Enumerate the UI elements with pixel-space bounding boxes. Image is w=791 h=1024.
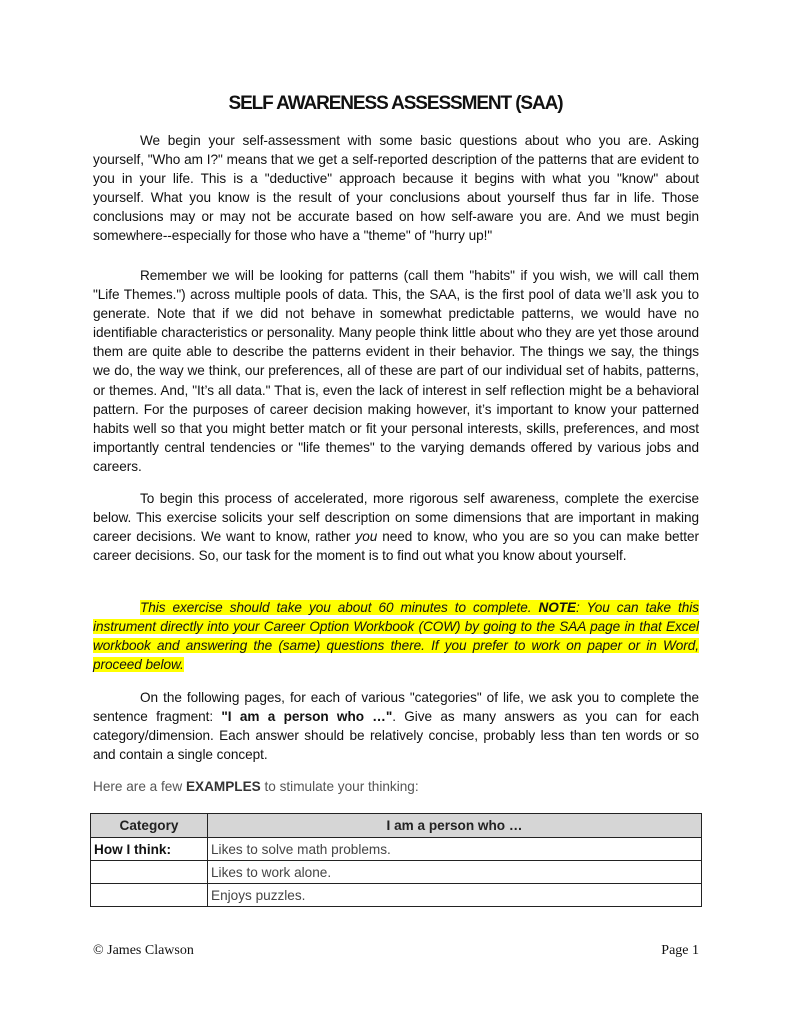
instructions-paragraph — [93, 688, 699, 764]
process-paragraph — [93, 489, 699, 565]
footer-page-number: Page 1 — [661, 943, 699, 958]
instructions-text-b: . Give as many answers as you can for each category/dimension. Each answer should be relatively concise, probably less than ten words or so and contain a single concept. — [93, 709, 699, 763]
category-cell — [91, 884, 208, 907]
sentence-fragment: "I am a person who …" — [221, 709, 393, 725]
process-text-a: To begin this process of accelerated, more rigorous self awareness, complete the exercise below. This exercise solicits your self description on some dimensions that are important in making career decisions. We want to know, rather — [93, 491, 699, 545]
footer-copyright: © James Clawson — [93, 943, 194, 958]
examples-text-b: to stimulate your thinking: — [260, 779, 419, 794]
examples-intro — [93, 779, 419, 794]
header-category: Category — [91, 814, 208, 838]
process-text-emphasis: you — [355, 529, 378, 545]
table-row — [91, 861, 702, 884]
patterns-text: Remember we will be looking for patterns (call them "habits" if you wish, we will call them "Life Themes.") across multiple pools of data. This, the SAA, is the first pool of data we’ll ask you to generate. Note that if we did not behave in somewhat predictable patterns, we would have no identifiable characteristics or personality. Many people think little about who they are yet those around them are quite able to describe the patterns evident in their behavior. The things we say, the things we do, the way we think, our preferences, all of these are part of our individual set of habits, patterns, or themes. And, "It’s all data." That is, even the lack of interest in self reflection might be a behavioral pattern. For the purposes of career decision making however, it’s important to know your patterned habits well so that you might better match or fit your personal interests, skills, preferences, and most importantly central tendencies or "life themes" to the varying demands offered by various jobs and careers. — [93, 268, 699, 474]
note-text-b: : You can take this instrument directly into your Career Option Workbook (COW) by going to the SAA page in that Excel workbook and answering the (same) questions there. If you prefer to work on paper or in Word, proceed below. — [93, 600, 700, 673]
note-label: NOTE — [538, 600, 577, 615]
answer-cell: Likes to work alone. — [208, 861, 702, 884]
table-row — [91, 838, 702, 861]
intro-text: We begin your self-assessment with some basic questions about who you are. Asking yourself, "Who am I?" means that we get a self-reported description of the patterns that are evident to you in your life. This is a "deductive" approach because it begins with what you "know" about yourself. What you know is the result of your conclusions about yourself thus far in life. Those conclusions may or may not be accurate based on how self-aware you are. And we must begin somewhere--especially for those who have a "theme" of "hurry up!" — [93, 133, 699, 244]
intro-paragraph — [93, 131, 699, 246]
process-text-b: need to know, who you are so you can make better career decisions. So, our task for the moment is to find out what you know about yourself. — [93, 529, 699, 564]
category-cell — [91, 861, 208, 884]
answer-cell: Enjoys puzzles. — [208, 884, 702, 907]
table-row — [91, 884, 702, 907]
table-header-row — [91, 814, 702, 838]
examples-table — [90, 813, 702, 907]
instructions-text-a: On the following pages, for each of various "categories" of life, we ask you to complete the sentence fragment: — [93, 690, 699, 725]
note-text-a: This exercise should take you about 60 minutes to complete. — [140, 600, 539, 615]
examples-text-a: Here are a few — [93, 779, 186, 794]
category-cell: How I think: — [91, 838, 208, 861]
answer-cell: Likes to solve math problems. — [208, 838, 702, 861]
header-person-who: I am a person who … — [208, 814, 702, 838]
page-title: SELF AWARENESS ASSESSMENT (SAA) — [228, 93, 563, 114]
patterns-paragraph — [93, 266, 699, 476]
note-paragraph — [93, 598, 699, 674]
examples-label: EXAMPLES — [185, 779, 261, 794]
